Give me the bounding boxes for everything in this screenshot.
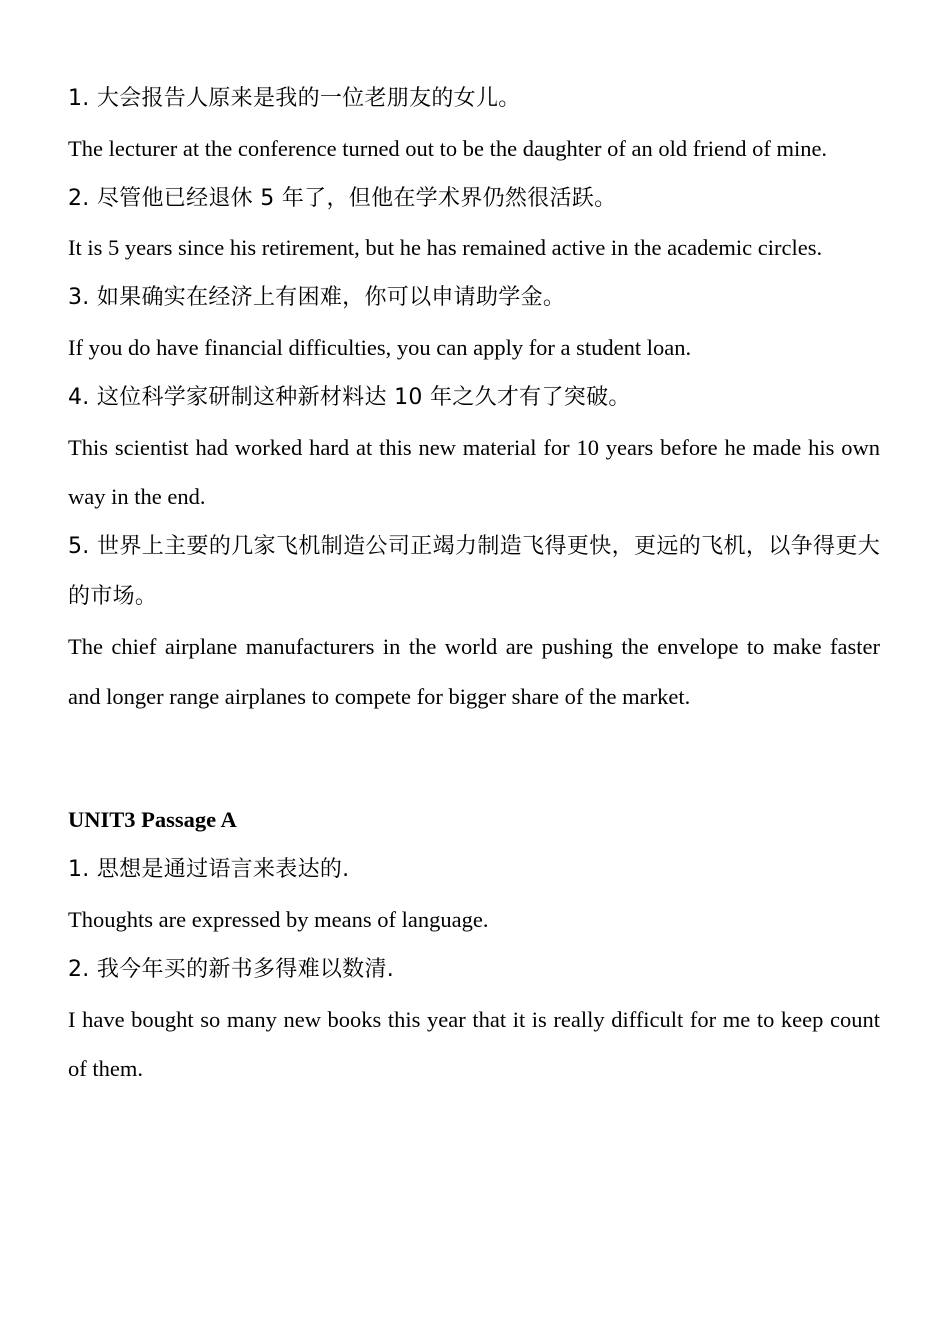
translation-item (68, 174, 880, 274)
english-translation: I have bought so many new books this year that it is really difficult for me to keep count of them. (68, 1006, 880, 1082)
english-translation: The lecturer at the conference turned out to be the daughter of an old friend of mine. (68, 135, 828, 161)
english-translation: It is 5 years since his retirement, but he has remained active in the academic circles. (68, 235, 823, 261)
translation-item (68, 373, 880, 522)
translation-item (68, 945, 880, 1094)
document-page (68, 74, 880, 1094)
english-translation: This scientist had worked hard at this new material for 10 years before he made his own way in the end. (68, 434, 880, 510)
english-translation: The chief airplane manufacturers in the world are pushing the envelope to make faster and longer range airplanes to compete for bigger share of the market. (68, 633, 880, 709)
chinese-sentence: 1. 大会报告人原来是我的一位老朋友的女儿。 (68, 86, 521, 111)
chinese-sentence: 4. 这位科学家研制这种新材料达 10 年之久才有了突破。 (68, 384, 631, 410)
translation-item (68, 273, 880, 373)
english-translation: Thoughts are expressed by means of language. (68, 906, 489, 932)
translation-item (68, 522, 880, 721)
section-heading: UNIT3 Passage A (68, 807, 237, 833)
chinese-sentence: 5. 世界上主要的几家飞机制造公司正竭力制造飞得更快，更远的飞机，以争得更大的市场。 (68, 534, 880, 609)
chinese-sentence: 2. 我今年买的新书多得难以数清. (68, 956, 395, 982)
chinese-sentence: 3. 如果确实在经济上有困难，你可以申请助学金。 (68, 285, 566, 311)
translation-item (68, 845, 880, 945)
chinese-sentence: 1. 思想是通过语言来表达的. (68, 857, 350, 883)
section-spacer (68, 721, 880, 795)
english-translation: If you do have financial difficulties, you can apply for a student loan. (68, 334, 692, 360)
chinese-sentence: 2. 尽管他已经退休 5 年了，但他在学术界仍然很活跃。 (68, 185, 617, 211)
translation-item (68, 74, 880, 174)
